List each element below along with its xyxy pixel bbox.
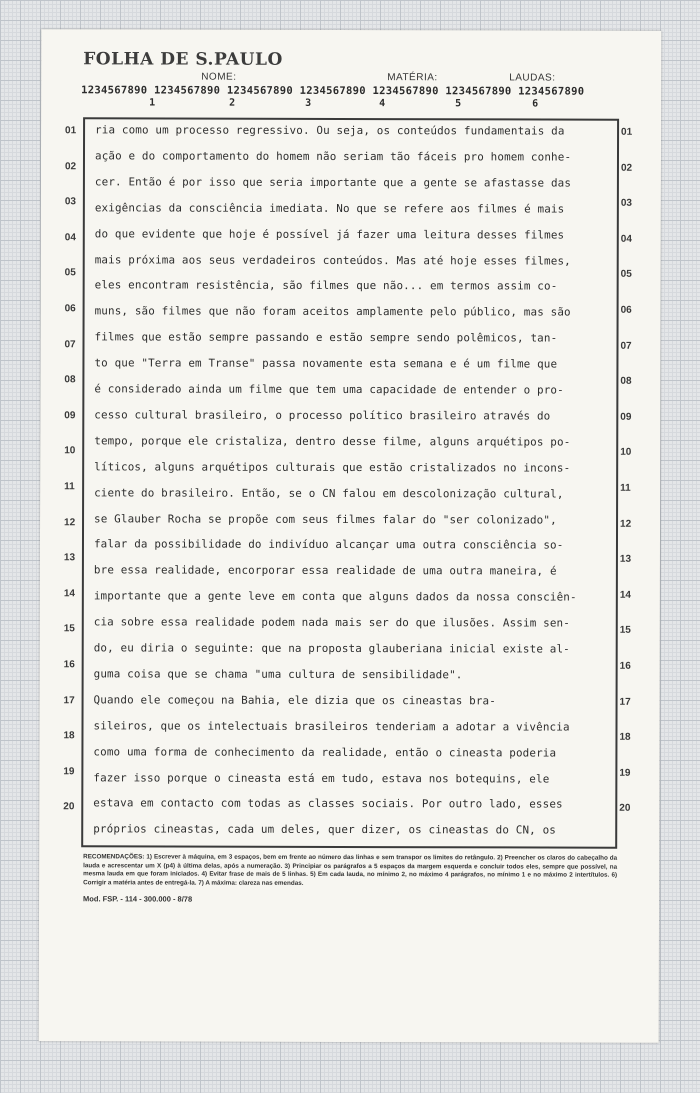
line-number-left: 05	[64, 267, 76, 279]
typed-line: exigências da consciência imediata. No que se refere aos filmes é mais	[94, 201, 565, 216]
line-number-left: 11	[64, 481, 75, 493]
line-number-right: 07	[620, 340, 632, 352]
line-number-right: 06	[620, 304, 632, 316]
typed-line: estava em contacto com todas as classes sociais. Por outro lado, esses	[93, 796, 563, 811]
line-number-left: 18	[63, 730, 75, 742]
line-number-left: 14	[63, 588, 75, 600]
newspaper-logo: FOLHA DE S.PAULO	[83, 49, 283, 70]
line-number-right: 19	[619, 767, 631, 779]
line-number-right: 13	[619, 553, 632, 565]
typed-line: cia sobre essa realidade podem nada mais ser do que ilusões. Assim sen-	[93, 615, 570, 630]
line-number-right: 10	[620, 447, 632, 459]
line-number-left: 03	[64, 196, 77, 208]
typed-line: do, eu diria o seguinte: que na proposta glauberiana inicial existe al-	[93, 641, 570, 656]
line-number-right: 20	[619, 803, 631, 815]
typed-line: filmes que estão sempre passando e estão sempre sendo polêmicos, tan-	[94, 330, 558, 345]
typed-line: ação e do comportamento do homem não seriam tão fáceis pro homem conhe-	[94, 149, 572, 164]
materia-label: MATÉRIA:	[387, 72, 438, 84]
line-number-left: 13	[63, 552, 76, 564]
ruler-number: 5	[455, 98, 462, 110]
ruler-number: 1	[149, 97, 156, 109]
line-number-left: 08	[64, 374, 76, 386]
typed-line: como uma forma de conhecimento da realidade, então o cineasta poderia	[93, 744, 557, 760]
ruler-number: 2	[229, 97, 236, 109]
line-number-right: 18	[619, 731, 631, 743]
typed-line: mais próxima aos seus verdadeiros conteúdos. Mas até hoje esses filmes,	[94, 252, 571, 268]
line-number-right: 03	[620, 197, 633, 209]
line-number-right: 17	[619, 696, 631, 708]
line-number-right: 02	[620, 162, 633, 174]
typewriter-sheet	[39, 29, 662, 1043]
line-number-left: 15	[63, 623, 75, 635]
typed-line: sileiros, que os intelectuais brasileiros tenderiam a adotar a vivência	[93, 719, 570, 734]
column-ruler: 1234567890 1234567890 1234567890 1234567890 1234567890 1234567890 1234567890	[81, 84, 585, 98]
typed-line: to que "Terra em Transe" passa novamente esta semana e é um filme que	[94, 356, 558, 371]
line-number-left: 09	[64, 410, 76, 422]
line-number-left: 04	[64, 232, 76, 244]
line-number-right: 04	[620, 233, 632, 245]
typed-line: líticos, alguns arquétipos culturais que estão cristalizados no incons-	[94, 460, 571, 475]
line-number-right: 15	[619, 625, 631, 637]
typed-line: ciente do brasileiro. Então, se o CN falou em descolonização cultural,	[94, 485, 564, 501]
typed-line: Quando ele começou na Bahia, ele dizia que os cineastas bra-	[93, 693, 496, 708]
laudas-label: LAUDAS:	[509, 72, 556, 84]
ruler-number: 4	[379, 98, 386, 110]
line-number-left: 19	[63, 766, 75, 778]
nome-label: NOME:	[201, 71, 237, 83]
line-number-right: 16	[619, 660, 631, 672]
typed-line: do que evidente que hoje é possível já fazer uma leitura desses filmes	[94, 226, 565, 242]
line-number-left: 16	[63, 659, 75, 671]
line-number-right: 01	[621, 126, 633, 138]
line-number-left: 07	[64, 338, 76, 350]
line-number-left: 06	[64, 303, 76, 315]
ruler-number: 3	[305, 97, 312, 109]
form-model-code: Mod. FSP. - 114 - 300.000 - 8/78	[83, 894, 193, 904]
line-number-left: 17	[63, 694, 75, 706]
line-number-left: 12	[64, 516, 76, 528]
typed-line: é considerado ainda um filme que tem uma capacidade de entender o pro-	[94, 382, 564, 397]
line-number-right: 09	[620, 411, 632, 423]
line-number-left: 01	[65, 125, 77, 137]
typed-line: cer. Então é por isso que seria importante que a gente se afastasse das	[94, 175, 572, 190]
line-number-left: 20	[63, 801, 75, 813]
typed-line: fazer isso porque o cineasta está em tudo, estava nos botequins, ele	[93, 770, 550, 786]
typed-line: bre essa realidade, encorporar essa realidade de uma outra maneira, é	[93, 563, 557, 578]
line-number-right: 05	[620, 269, 632, 281]
line-number-right: 14	[619, 589, 631, 601]
typed-line: tempo, porque ele cristaliza, dentro desse filme, alguns arquétipos po-	[94, 434, 571, 449]
typed-line: importante que a gente leve em conta que alguns dados da nossa consciên-	[93, 589, 577, 604]
recommendations: RECOMENDAÇÕES: 1) Escrever à máquina, em 3 espaços, bem em frente ao número das linhas e sem transpor os limites do retângulo. 2) Preencher os claros do cabeçalho da lauda e acrescentar um X (p4) à última delas, após a numeração. 3) Principiar os parágrafos a 5 espaços da margem esquerda e concluir todos eles, sempre que possível, na mesma lauda em que foram iniciados. 4) Evitar frase de mais de 5 linhas. 5) Em cada lauda, no mínimo 2, no máximo 4 parágrafos, no mínimo 1 e no máximo 2 intertítulos. 6) Corrigir a matéria antes de entregá-la. 7) A máxima: clareza nas emendas.	[83, 853, 618, 887]
line-number-right: 11	[620, 482, 631, 494]
typed-line: eles encontram resistência, são filmes que não... em termos assim co-	[94, 278, 558, 293]
typed-line: ria como um processo regressivo. Ou seja, os conteúdos fundamentais da	[95, 123, 565, 138]
ruler-number: 6	[532, 98, 539, 110]
line-number-right: 12	[620, 518, 632, 530]
line-number-left: 10	[64, 445, 76, 457]
typed-line: cesso cultural brasileiro, o processo político brasileiro através do	[94, 408, 551, 423]
typed-line: se Glauber Rocha se propõe com seus filmes falar do "ser colonizado",	[94, 511, 557, 527]
line-number-left: 02	[64, 160, 77, 172]
typed-line: guma coisa que se chama "uma cultura de sensibilidade".	[93, 667, 463, 682]
typed-line: muns, são filmes que não foram aceitos amplamente pelo público, mas são	[94, 304, 571, 319]
line-number-right: 08	[620, 375, 632, 387]
typed-line: próprios cineastas, cada um deles, quer dizer, os cineastas do CN, os	[93, 822, 557, 837]
typed-line: falar da possibilidade do indivíduo alcançar uma outra consciência so-	[93, 537, 564, 552]
